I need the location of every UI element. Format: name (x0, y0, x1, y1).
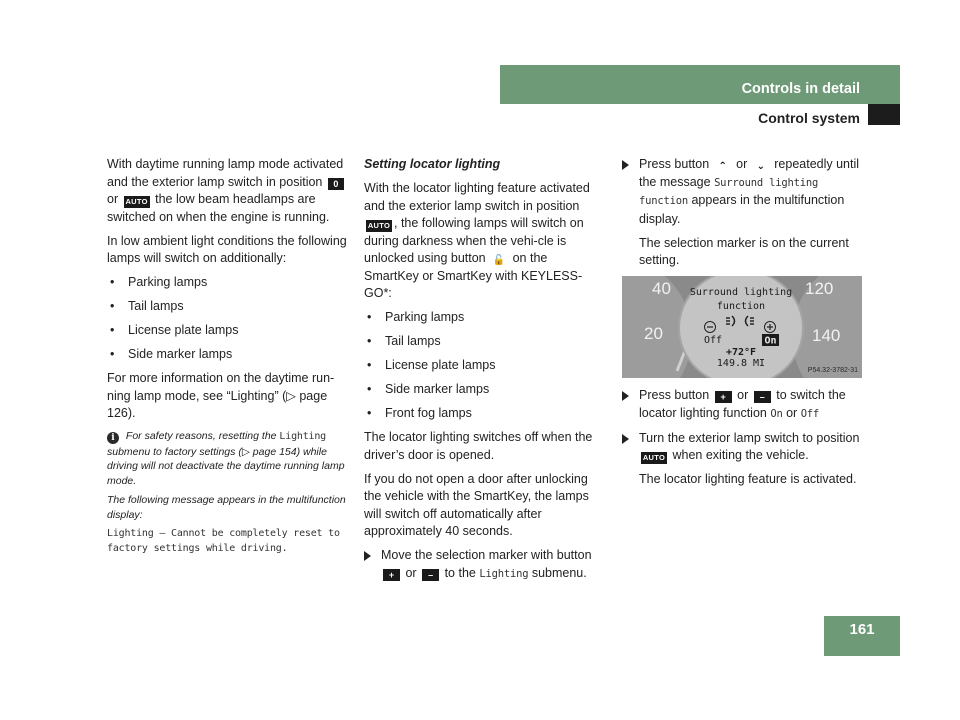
down-button-icon: ⌄ (753, 161, 769, 173)
note-message-intro: The following message appears in the multifunction display: (107, 494, 346, 521)
note-message-text: Lighting – Cannot be completely reset to factory settings while driving. (107, 528, 340, 554)
step-arrow-icon (622, 434, 629, 444)
subsection-header (500, 104, 868, 125)
dial-label: 20 (644, 324, 663, 343)
lamp-switch-auto-icon: AUTO (367, 221, 391, 230)
lamp-list-daytime (107, 274, 351, 364)
subsection-title: Control system (758, 110, 860, 126)
lamp-list-locator (364, 309, 604, 423)
unlock-button-icon: 🔓 (492, 255, 506, 266)
list-item: • Side marker lamps (364, 381, 604, 399)
paragraph-daytime-running: With daytime running lamp mode activated and the exterior lamp switch in position 0 or AUTO the low beam headlamps are switched on when the engine is running. (107, 157, 344, 224)
display-off-label: Off (704, 335, 723, 346)
info-note: i For safety reasons, resetting the Lighting submenu to factory settings (▷ page 154) while driving will not deactivate the daytime running lamp mode. The following message appears in the multifunction display: Lighting – Cannot be completely reset to factory settings while driving. (107, 429, 351, 556)
display-odometer: 149.8 MI (716, 358, 766, 369)
page-number-box (824, 616, 900, 656)
list-item: • Front fog lamps (364, 405, 604, 423)
column-1 (107, 156, 351, 561)
column-3 (622, 156, 862, 495)
up-button-icon: ⌃ (715, 161, 731, 173)
display-temperature: +72°F (725, 347, 757, 358)
instrument-cluster-svg (622, 276, 862, 378)
step-turn-switch: Turn the exterior lamp switch to position AUTO when exiting the vehicle. (622, 430, 862, 465)
heading-locator-lighting: Setting locator lighting (364, 157, 501, 171)
paragraph-switch-off: The locator lighting switches off when the driver’s door is opened. (364, 430, 593, 462)
dial-label: 40 (652, 279, 671, 298)
instrument-cluster-image (622, 276, 862, 378)
dial-label: 140 (812, 326, 841, 345)
lamp-switch-auto-icon: AUTO (642, 453, 666, 462)
step-arrow-icon (622, 160, 629, 170)
list-item: • Parking lamps (364, 309, 604, 327)
step-press-arrows: Press button ⌃ or ⌄ repeatedly until the message Surround lighting function appears in the multifunction display. (622, 156, 862, 228)
list-item: • Side marker lamps (107, 346, 351, 364)
lamp-switch-0-icon: 0 (328, 178, 344, 190)
minus-button-icon: – (422, 569, 439, 581)
plus-button-icon: + (715, 391, 732, 403)
paragraph-more-info: For more information on the daytime run-ning lamp mode, see “Lighting” (▷ page 126). (107, 371, 335, 420)
column-2 (364, 156, 604, 590)
paragraph-activated: The locator lighting feature is activated. (639, 472, 857, 486)
plus-button-icon: + (383, 569, 400, 581)
figure-code: P54.32-3782-31 (807, 367, 858, 374)
display-line-1: Surround lighting (689, 287, 793, 298)
list-item: • Tail lamps (107, 298, 351, 316)
list-item: • Parking lamps (107, 274, 351, 292)
paragraph-locator-intro: With the locator lighting feature activated and the exterior lamp switch in position AUTO , the following lamps will switch on during darkness when the vehi-cle is unlocked using button 🔓 on the SmartKey or SmartKey with KEYLESS-GO*: (364, 181, 590, 300)
paragraph-low-ambient: In low ambient light conditions the following lamps will switch on additionally: (107, 233, 347, 265)
list-item: • Tail lamps (364, 333, 604, 351)
paragraph-selection-marker: The selection marker is on the current setting. (639, 235, 849, 267)
dial-label: 120 (805, 279, 834, 298)
list-item: • License plate lamps (364, 357, 604, 375)
display-line-2: function (716, 301, 766, 312)
list-item: • License plate lamps (107, 322, 351, 340)
lamp-switch-auto-icon: AUTO (125, 197, 148, 206)
info-icon: i (107, 432, 119, 444)
section-title: Controls in detail (741, 81, 860, 97)
step-press-plus-minus: Press button + or – to switch the locator lighting function On or Off (622, 387, 862, 423)
page-number: 161 (849, 621, 875, 638)
step-arrow-icon (622, 391, 629, 401)
section-header-bar (500, 65, 900, 104)
display-on-label: On (764, 335, 777, 347)
step-arrow-icon (364, 551, 371, 561)
paragraph-auto-off: If you do not open a door after unlocking the vehicle with the SmartKey, the lamps will switch off automatically after approximately 40 seconds. (364, 471, 589, 538)
minus-button-icon: – (754, 391, 771, 403)
header-marker-block (868, 104, 900, 125)
step-move-marker: Move the selection marker with button + or – to the Lighting submenu. (364, 547, 604, 583)
